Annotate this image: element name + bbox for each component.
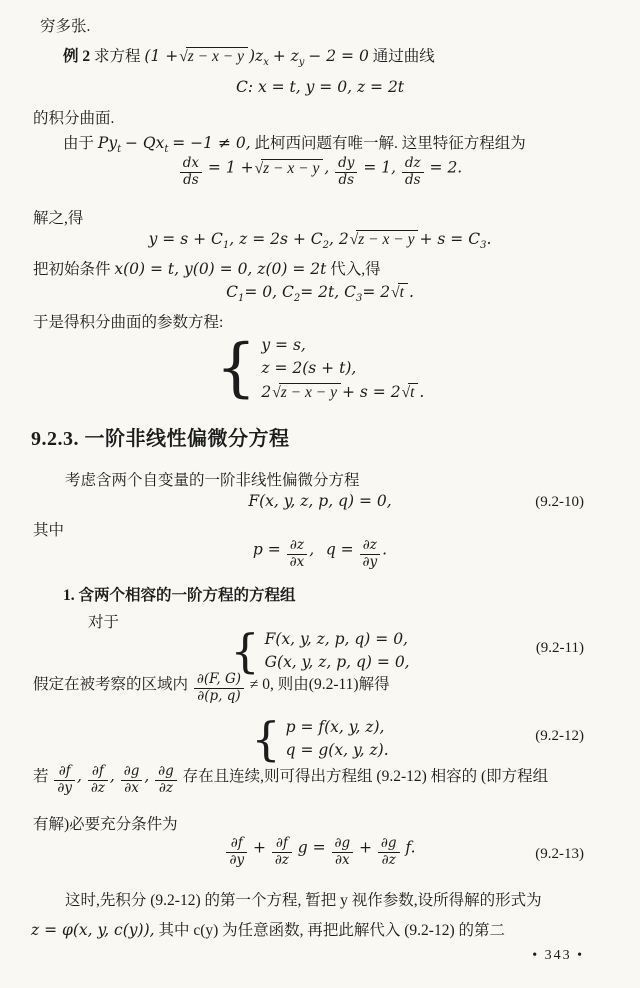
fraction-dfdz: $\frac{\partial f}{\partial z}$: [272, 836, 292, 868]
fraction-dgdz: $\frac{\partial g}{\partial z}$: [155, 764, 177, 796]
square-root: [391, 284, 408, 301]
surface-text: 的积分曲面.: [33, 110, 115, 127]
radicand: z − x − y: [261, 159, 323, 177]
equation-9-2-11: [0, 624, 640, 679]
jacobian-line: [33, 672, 390, 705]
solve-lead-line: [33, 206, 83, 228]
pq-p: p =: [252, 540, 281, 559]
curve-line: [0, 78, 640, 97]
gensol-5: .: [486, 230, 492, 248]
compatibility-line-2: [33, 812, 178, 834]
parametric-lead-line: [33, 310, 223, 332]
subscript-c2: 2: [322, 240, 330, 252]
system-line-2: z = 2(s + t),: [261, 359, 357, 378]
top-note-text: 穷多张.: [40, 18, 91, 35]
radicand: z − x − y: [356, 230, 418, 248]
compat-pre-text: 若: [33, 768, 49, 785]
radicand: z − x − y: [186, 47, 248, 65]
subscript-t2: t: [164, 144, 169, 156]
const-v1: = 0, C: [244, 283, 294, 301]
radical-icon: √: [391, 284, 400, 301]
gensol-2: , z = 2s + C: [229, 230, 323, 248]
example-label: 例 2: [63, 48, 91, 65]
example-post-text: 通过曲线: [372, 48, 435, 65]
chareq-rhs3: = 2.: [429, 158, 463, 177]
eq11-number: (9.2-11): [535, 640, 584, 656]
subscript-c3: 3: [480, 240, 487, 252]
init-conditions-math: x(0) = t, y(0) = 0, z(0) = 2t: [114, 260, 327, 278]
const-dot: .: [408, 283, 414, 301]
cauchy-line: [63, 131, 526, 156]
cauchy-p-term: Py: [97, 134, 118, 152]
radicand: t: [398, 283, 408, 301]
section-intro-text: 考虑含两个自变量的一阶非线性偏微分方程: [65, 472, 360, 489]
system-lines: [286, 716, 389, 763]
radical-icon: √: [254, 159, 264, 177]
chareq-rhs2: = 1,: [363, 158, 397, 177]
const-c: C: [226, 283, 238, 301]
constants-line: [0, 283, 640, 305]
eq13-f-dot: f.: [405, 838, 416, 857]
equation-zx: )z: [248, 47, 264, 65]
section-intro-line: [65, 468, 360, 490]
parametric-lead-text: 于是得积分曲面的参数方程:: [33, 314, 224, 331]
radicand: t: [408, 383, 418, 401]
subsection-heading: [63, 583, 296, 605]
curve-equation: C: x = t, y = 0, z = 2t: [235, 78, 405, 96]
among-line: [33, 518, 64, 540]
subscript-x: x: [263, 57, 269, 69]
section-heading: [31, 422, 290, 451]
subscript-y: y: [298, 57, 305, 69]
final-p1-text: 这时,先积分 (9.2-12) 的第一个方程, 暂把 y 视作参数,设所得解的形式为: [65, 892, 542, 909]
square-root: [272, 384, 341, 401]
radicand: z − x − y: [279, 383, 341, 401]
radical-icon: √: [401, 383, 411, 401]
radical-icon: √: [349, 231, 359, 248]
eq11-line-2: G(x, y, z, p, q) = 0,: [264, 653, 410, 672]
compat-post-text: 存在且连续,则可得出方程组 (9.2-12) 相容的 (即方程组: [182, 768, 549, 785]
solve-lead-text: 解之,得: [33, 210, 84, 227]
subscript-2: 2: [293, 293, 301, 305]
final-p2-text: 其中 c(y) 为任意函数, 再把此解代入 (9.2-12) 的第二: [158, 922, 506, 939]
gensol-4: + s = C: [419, 230, 481, 248]
subscript-t1: t: [117, 144, 122, 156]
eq13-number: (9.2-13): [535, 846, 584, 862]
brace-system: [230, 624, 410, 679]
final-p2-math: z = φ(x, y, c(y)),: [31, 921, 155, 939]
const-v3: = 2: [362, 283, 391, 301]
example-pre-text: 求方程: [94, 48, 141, 65]
compatibility-line-1: 若 $\frac{\partial f}{\partial y}$ , $\frac{\partial f}{\partial z}$ , $\frac{\partial g}{\partial x}$ , $\frac{\partial g}{\partial z}$ 存在且连续,则可得出方程组 (9.2-12) 相容的 (即方程组: [33, 763, 549, 796]
equation-end: − 2 = 0: [308, 47, 369, 65]
eq12-number: (9.2-12): [535, 728, 584, 744]
equation-9-2-10: [0, 492, 640, 511]
brace-system: [215, 331, 425, 406]
system-lines: [261, 334, 424, 404]
duiyu-text: 对于: [88, 614, 120, 631]
eq13-plus-2: +: [359, 838, 373, 857]
eq10-number: (9.2-10): [535, 494, 584, 510]
radical-icon: √: [272, 383, 281, 401]
jacobian-pre-text: 假定在被考察的区域内: [33, 676, 189, 693]
pq-dot: .: [382, 540, 388, 559]
final-paragraph-line-2: [31, 918, 505, 940]
subscript-1: 1: [237, 293, 245, 305]
jacobian-post-text: ≠ 0, 则由(9.2-11)解得: [249, 676, 390, 693]
page-number: • 343 •: [532, 948, 584, 963]
pq-definition: [0, 538, 640, 570]
left-brace-icon: {: [215, 331, 257, 406]
among-text: 其中: [33, 522, 65, 539]
left-brace-icon: {: [251, 712, 281, 767]
const-v2: = 2t, C: [300, 283, 356, 301]
equation-9-2-12: [0, 712, 640, 767]
fraction-dzdx: $\frac{\partial z}{\partial x}$: [287, 538, 308, 570]
fraction-dfdy: $\frac{\partial f}{\partial y}$: [226, 836, 247, 868]
init-pre-text: 把初始条件: [33, 261, 111, 278]
brace-system: [251, 712, 389, 767]
eq10-body: F(x, y, z, p, q) = 0,: [248, 492, 392, 510]
characteristic-equations: [0, 156, 640, 188]
square-root: [350, 231, 419, 248]
fraction-dgdx: $\frac{\partial g}{\partial x}$: [121, 764, 143, 796]
example-line: [63, 44, 435, 69]
fraction-jacobian: $\frac{\partial(F, G)}{\partial(p, q)}$: [194, 672, 244, 704]
fraction-dzdy: $\frac{\partial z}{\partial y}$: [360, 538, 381, 570]
compat-line2-text: 有解)必要充分条件为: [33, 816, 178, 833]
fraction-dgdx: $\frac{\partial g}{\partial x}$: [332, 836, 354, 868]
final-paragraph-line-1: [65, 888, 542, 910]
initial-conditions-line: [33, 257, 381, 279]
general-solution-line: [0, 230, 640, 252]
left-brace-icon: {: [230, 624, 260, 679]
system-line-1: y = s,: [261, 336, 306, 354]
cauchy-post-text: 此柯西问题有唯一解. 这里特征方程组为: [254, 135, 526, 152]
eq13-plus-1: +: [252, 838, 266, 857]
square-root: [255, 160, 324, 177]
cauchy-q-term: − Qx: [124, 134, 165, 152]
eq12-line-2: q = g(x, y, z).: [285, 741, 389, 760]
surface-line: [33, 106, 114, 128]
system-line-3: 2√z − x − y + s = 2√t .: [261, 382, 425, 401]
equation-9-2-13: [0, 836, 640, 868]
square-root: [179, 48, 248, 65]
square-root: [402, 384, 419, 401]
gensol-1: y = s + C: [148, 230, 223, 248]
eq13-g-equals: g =: [297, 838, 326, 857]
cauchy-pre-text: 由于: [63, 135, 95, 152]
eq12-line-1: p = f(x, y, z),: [285, 718, 385, 736]
equation-open: (1 +: [144, 47, 179, 65]
pq-q: q =: [325, 540, 354, 559]
equation-plus-z: + z: [272, 47, 299, 65]
fraction-dxds: $\frac{dx}{ds}$: [180, 156, 202, 188]
top-note-line: [40, 14, 90, 36]
subsection-heading-text: 1. 含两个相容的一阶方程的方程组: [63, 587, 296, 604]
radical-icon: √: [179, 48, 188, 65]
fraction-dzds: $\frac{dz}{ds}$: [402, 156, 424, 188]
subscript-c1: 1: [222, 240, 230, 252]
parametric-system: [0, 331, 640, 406]
system-lines: [265, 628, 410, 675]
fraction-dgdz: $\frac{\partial g}{\partial z}$: [378, 836, 400, 868]
chareq-comma: ,: [324, 158, 330, 177]
cauchy-nonzero: = −1 ≠ 0,: [172, 134, 251, 152]
fraction-dfdy: $\frac{\partial f}{\partial y}$: [54, 764, 75, 796]
init-post-text: 代入,得: [330, 261, 381, 278]
fraction-dfdz: $\frac{\partial f}{\partial z}$: [88, 764, 108, 796]
chareq-rhs1: = 1 +: [207, 158, 254, 177]
subscript-3: 3: [355, 293, 363, 305]
eq11-line-1: F(x, y, z, p, q) = 0,: [264, 630, 408, 648]
gensol-3: , 2: [329, 230, 349, 248]
fraction-dyds: $\frac{dy}{ds}$: [335, 156, 357, 188]
section-heading-text: 9.2.3. 一阶非线性偏微分方程: [31, 428, 290, 450]
pq-comma: ,: [309, 540, 315, 559]
